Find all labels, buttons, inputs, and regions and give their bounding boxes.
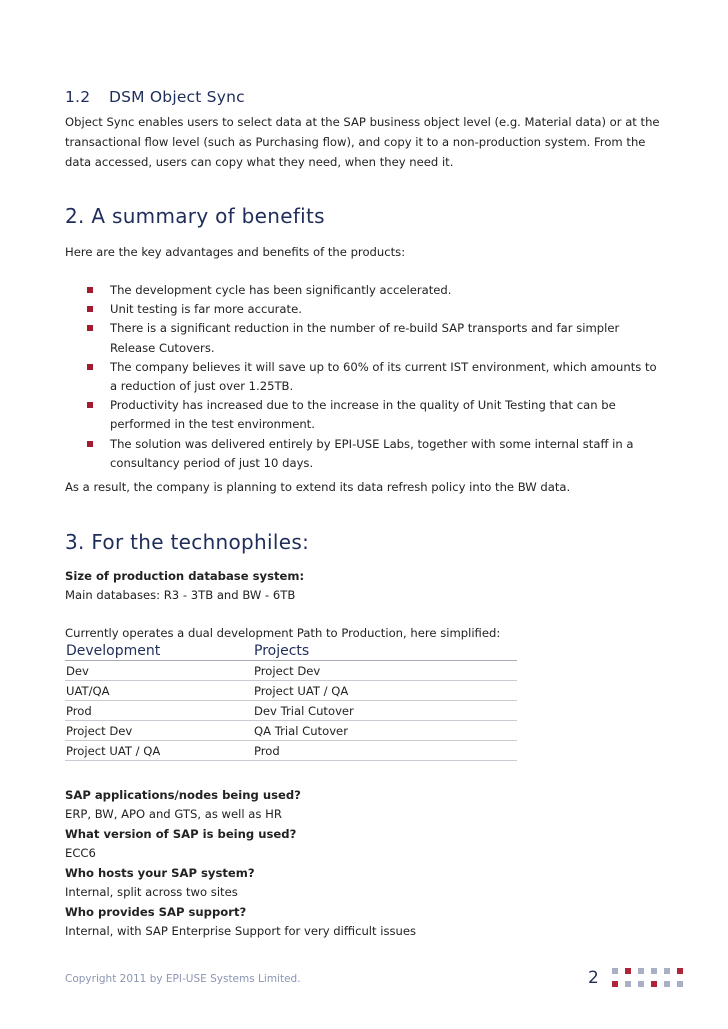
- table-row: [65, 681, 517, 701]
- table-cell: Dev: [65, 661, 254, 681]
- list-item-text: There is a significant reduction in the number of re-build SAP transports and far simpler Release Cutovers.: [110, 321, 620, 355]
- db-size-value: Main databases: R3 - 3TB and BW - 6TB: [65, 588, 296, 602]
- section-3-heading: 3. For the technophiles:: [65, 530, 310, 554]
- dot-icon: [638, 981, 644, 987]
- qa-answer-applications: ERP, BW, APO and GTS, as well as HR: [65, 807, 282, 821]
- bullet-square-icon: [87, 441, 93, 447]
- list-item: [65, 300, 665, 319]
- qa-answer-version: ECC6: [65, 846, 96, 860]
- path-intro: Currently operates a dual development Path to Production, here simplified:: [65, 626, 501, 640]
- table-cell: Prod: [254, 741, 517, 761]
- dot-icon: [612, 981, 618, 987]
- bullet-square-icon: [87, 306, 93, 312]
- table-cell: UAT/QA: [65, 681, 254, 701]
- page-number: 2: [588, 968, 599, 988]
- list-item: [65, 435, 665, 473]
- list-item-text: The development cycle has been significantly accelerated.: [110, 283, 452, 297]
- table-cell: Dev Trial Cutover: [254, 701, 517, 721]
- table-header-row: [65, 642, 517, 661]
- qa-question-applications: SAP applications/nodes being used?: [65, 788, 301, 802]
- db-size-label: Size of production database system:: [65, 569, 305, 583]
- list-item: [65, 319, 665, 357]
- column-header-development: Development: [65, 642, 254, 661]
- dot-icon: [677, 968, 683, 974]
- qa-question-hosting: Who hosts your SAP system?: [65, 866, 255, 880]
- table-row: [65, 741, 517, 761]
- section-1-2-body: Object Sync enables users to select data at the SAP business object level (e.g. Material data) or at the transactional flow level (such as Purchasing flow), and copy it to a non-production system. From the data accessed, users can copy what they need, when they need it.: [65, 115, 660, 169]
- table-cell: Project UAT / QA: [65, 741, 254, 761]
- footer-copyright: Copyright 2011 by EPI-USE Systems Limited.: [65, 973, 301, 985]
- section-2-conclusion: As a result, the company is planning to extend its data refresh policy into the BW data.: [65, 480, 571, 494]
- qa-question-support: Who provides SAP support?: [65, 905, 247, 919]
- list-item-text: The solution was delivered entirely by EPI-USE Labs, together with some internal staff in a consultancy period of just 10 days.: [110, 436, 634, 470]
- qa-answer-hosting: Internal, split across two sites: [65, 885, 238, 899]
- dot-icon: [638, 968, 644, 974]
- path-to-production-table: [65, 642, 517, 761]
- dot-icon: [625, 968, 631, 974]
- bullet-square-icon: [87, 325, 93, 331]
- dot-icon: [664, 981, 670, 987]
- table-row: [65, 721, 517, 741]
- list-item-text: Productivity has increased due to the increase in the quality of Unit Testing that can be performed in the test environment.: [110, 398, 616, 432]
- section-1-2-title: DSM Object Sync: [109, 88, 245, 106]
- table-row: [65, 701, 517, 721]
- benefits-list: [65, 281, 665, 473]
- table-cell: Project Dev: [65, 721, 254, 741]
- table-cell: QA Trial Cutover: [254, 721, 517, 741]
- list-item: [65, 396, 665, 434]
- footer-dot-pattern-icon: [612, 968, 692, 992]
- table-cell: Prod: [65, 701, 254, 721]
- column-header-projects: Projects: [254, 642, 517, 661]
- qa-question-version: What version of SAP is being used?: [65, 827, 297, 841]
- list-item-text: Unit testing is far more accurate.: [110, 302, 302, 317]
- dot-icon: [677, 981, 683, 987]
- dot-icon: [664, 968, 670, 974]
- dot-icon: [625, 981, 631, 987]
- list-item: [65, 281, 665, 300]
- section-2-intro: Here are the key advantages and benefits of the products:: [65, 245, 406, 259]
- section-1-2-number: 1.2: [65, 88, 91, 106]
- table-cell: Project UAT / QA: [254, 681, 517, 701]
- list-item-text: The company believes it will save up to 60% of its current IST environment, which amounts to a reduction of just over 1.25TB.: [110, 359, 657, 394]
- section-2-heading: 2. A summary of benefits: [65, 204, 325, 228]
- qa-answer-support: Internal, with SAP Enterprise Support for very difficult issues: [65, 924, 417, 938]
- dot-icon: [612, 968, 618, 974]
- bullet-square-icon: [87, 402, 93, 408]
- list-item: [65, 358, 665, 396]
- section-1-2-heading: [65, 88, 245, 106]
- dot-icon: [651, 968, 657, 974]
- bullet-square-icon: [87, 364, 93, 370]
- table-row: [65, 661, 517, 681]
- dot-icon: [651, 981, 657, 987]
- table-cell: Project Dev: [254, 661, 517, 681]
- bullet-square-icon: [87, 287, 93, 293]
